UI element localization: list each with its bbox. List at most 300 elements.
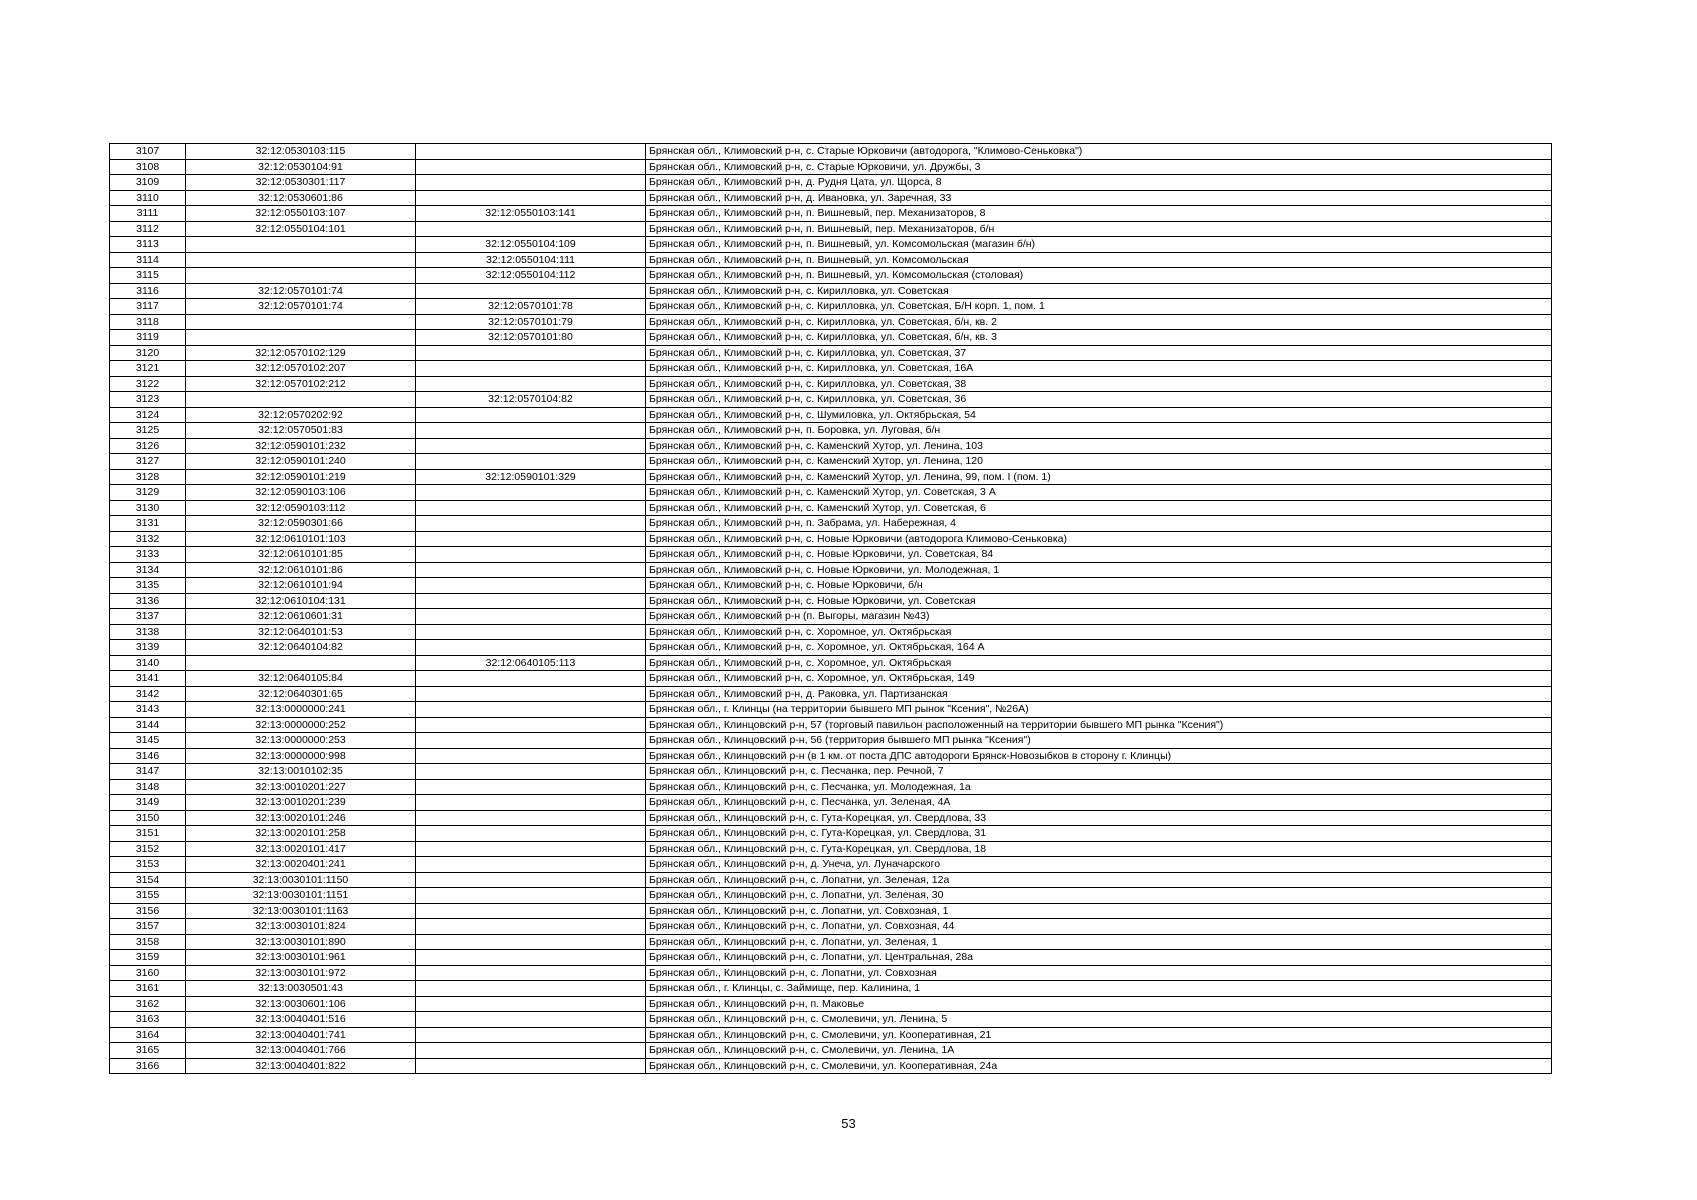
table-row bbox=[110, 593, 1552, 609]
row-number-cell: 3144 bbox=[110, 717, 186, 733]
address-cell: Брянская обл., Клинцовский р-н, с. Лопатни, ул. Центральная, 28а bbox=[646, 950, 1552, 966]
linked-cadastral-number-cell bbox=[416, 950, 646, 966]
table-row bbox=[110, 1043, 1552, 1059]
address-cell: Брянская обл., Климовский р-н, д. Ивановка, ул. Заречная, 33 bbox=[646, 190, 1552, 206]
linked-cadastral-number-cell bbox=[416, 702, 646, 718]
row-number-cell: 3140 bbox=[110, 655, 186, 671]
cadastral-number-cell: 32:13:0040401:741 bbox=[186, 1027, 416, 1043]
cadastral-number-cell: 32:13:0030101:1150 bbox=[186, 872, 416, 888]
address-cell: Брянская обл., Климовский р-н, с. Каменский Хутор, ул. Советская, 3 А bbox=[646, 485, 1552, 501]
linked-cadastral-number-cell bbox=[416, 562, 646, 578]
address-cell: Брянская обл., Климовский р-н, д. Рудня Цата, ул. Щорса, 8 bbox=[646, 175, 1552, 191]
table-row bbox=[110, 717, 1552, 733]
cadastral-number-cell: 32:12:0530103:115 bbox=[186, 144, 416, 160]
linked-cadastral-number-cell bbox=[416, 686, 646, 702]
table-row bbox=[110, 965, 1552, 981]
row-number-cell: 3156 bbox=[110, 903, 186, 919]
table-row bbox=[110, 888, 1552, 904]
table-row bbox=[110, 206, 1552, 222]
cadastral-number-cell: 32:13:0030601:106 bbox=[186, 996, 416, 1012]
address-cell: Брянская обл., Клинцовский р-н, с. Песчанка, ул. Молодежная, 1а bbox=[646, 779, 1552, 795]
linked-cadastral-number-cell bbox=[416, 190, 646, 206]
cadastral-number-cell: 32:13:0040401:766 bbox=[186, 1043, 416, 1059]
cadastral-number-cell: 32:13:0000000:998 bbox=[186, 748, 416, 764]
row-number-cell: 3163 bbox=[110, 1012, 186, 1028]
linked-cadastral-number-cell bbox=[416, 779, 646, 795]
cadastral-number-cell: 32:13:0040401:822 bbox=[186, 1058, 416, 1074]
table-row bbox=[110, 314, 1552, 330]
address-cell: Брянская обл., Клинцовский р-н, с. Лопатни, ул. Зеленая, 1 bbox=[646, 934, 1552, 950]
row-number-cell: 3148 bbox=[110, 779, 186, 795]
linked-cadastral-number-cell bbox=[416, 609, 646, 625]
table-row bbox=[110, 237, 1552, 253]
address-cell: Брянская обл., Климовский р-н, с. Новые Юрковичи, ул. Советская, 84 bbox=[646, 547, 1552, 563]
linked-cadastral-number-cell bbox=[416, 593, 646, 609]
linked-cadastral-number-cell: 32:12:0550104:112 bbox=[416, 268, 646, 284]
table-row bbox=[110, 1012, 1552, 1028]
table-row bbox=[110, 671, 1552, 687]
linked-cadastral-number-cell bbox=[416, 454, 646, 470]
row-number-cell: 3158 bbox=[110, 934, 186, 950]
cadastral-number-cell: 32:12:0640105:84 bbox=[186, 671, 416, 687]
cadastral-number-cell bbox=[186, 252, 416, 268]
row-number-cell: 3142 bbox=[110, 686, 186, 702]
address-cell: Брянская обл., Клинцовский р-н, с. Смолевичи, ул. Кооперативная, 21 bbox=[646, 1027, 1552, 1043]
table-row bbox=[110, 655, 1552, 671]
row-number-cell: 3136 bbox=[110, 593, 186, 609]
cadastral-number-cell bbox=[186, 655, 416, 671]
cadastral-number-cell: 32:12:0590103:106 bbox=[186, 485, 416, 501]
table-row bbox=[110, 438, 1552, 454]
cadastral-number-cell: 32:12:0570202:92 bbox=[186, 407, 416, 423]
address-cell: Брянская обл., Клинцовский р-н, с. Гута-Корецкая, ул. Свердлова, 18 bbox=[646, 841, 1552, 857]
row-number-cell: 3122 bbox=[110, 376, 186, 392]
cadastral-number-cell: 32:13:0020101:246 bbox=[186, 810, 416, 826]
row-number-cell: 3145 bbox=[110, 733, 186, 749]
linked-cadastral-number-cell bbox=[416, 996, 646, 1012]
cadastral-number-cell: 32:12:0610601:31 bbox=[186, 609, 416, 625]
linked-cadastral-number-cell bbox=[416, 810, 646, 826]
row-number-cell: 3151 bbox=[110, 826, 186, 842]
address-cell: Брянская обл., Клинцовский р-н, с. Гута-Корецкая, ул. Свердлова, 31 bbox=[646, 826, 1552, 842]
table-row bbox=[110, 190, 1552, 206]
table-row bbox=[110, 640, 1552, 656]
linked-cadastral-number-cell bbox=[416, 624, 646, 640]
table-row bbox=[110, 485, 1552, 501]
table-row bbox=[110, 423, 1552, 439]
row-number-cell: 3146 bbox=[110, 748, 186, 764]
linked-cadastral-number-cell bbox=[416, 175, 646, 191]
row-number-cell: 3132 bbox=[110, 531, 186, 547]
address-cell: Брянская обл., Климовский р-н, с. Новые Юрковичи, б/н bbox=[646, 578, 1552, 594]
linked-cadastral-number-cell: 32:12:0570101:78 bbox=[416, 299, 646, 315]
address-cell: Брянская обл., Клинцовский р-н (в 1 км. от поста ДПС автодороги Брянск-Новозыбков в сторону г. Клинцы) bbox=[646, 748, 1552, 764]
linked-cadastral-number-cell bbox=[416, 888, 646, 904]
table-row bbox=[110, 702, 1552, 718]
row-number-cell: 3123 bbox=[110, 392, 186, 408]
table-row bbox=[110, 934, 1552, 950]
cadastral-number-cell: 32:12:0610101:86 bbox=[186, 562, 416, 578]
row-number-cell: 3133 bbox=[110, 547, 186, 563]
row-number-cell: 3157 bbox=[110, 919, 186, 935]
linked-cadastral-number-cell bbox=[416, 376, 646, 392]
table-row bbox=[110, 609, 1552, 625]
address-cell: Брянская обл., Климовский р-н, п. Вишневый, пер. Механизаторов, 8 bbox=[646, 206, 1552, 222]
address-cell: Брянская обл., Клинцовский р-н, с. Песчанка, ул. Зеленая, 4А bbox=[646, 795, 1552, 811]
address-cell: Брянская обл., Климовский р-н, с. Новые Юрковичи (автодорога Климово-Сеньковка) bbox=[646, 531, 1552, 547]
table-row bbox=[110, 624, 1552, 640]
cadastral-number-cell: 32:12:0610101:94 bbox=[186, 578, 416, 594]
address-cell: Брянская обл., Клинцовский р-н, п. Маковье bbox=[646, 996, 1552, 1012]
linked-cadastral-number-cell bbox=[416, 826, 646, 842]
linked-cadastral-number-cell bbox=[416, 345, 646, 361]
cadastral-number-cell: 32:12:0570101:74 bbox=[186, 283, 416, 299]
address-cell: Брянская обл., Клинцовский р-н, с. Лопатни, ул. Совхозная, 1 bbox=[646, 903, 1552, 919]
address-cell: Брянская обл., Климовский р-н, п. Боровка, ул. Луговая, б/н bbox=[646, 423, 1552, 439]
linked-cadastral-number-cell bbox=[416, 717, 646, 733]
address-cell: Брянская обл., Климовский р-н, с. Каменский Хутор, ул. Ленина, 99, пом. I (пом. 1) bbox=[646, 469, 1552, 485]
address-cell: Брянская обл., Климовский р-н, с. Каменский Хутор, ул. Ленина, 120 bbox=[646, 454, 1552, 470]
linked-cadastral-number-cell bbox=[416, 965, 646, 981]
table-row bbox=[110, 857, 1552, 873]
cadastral-number-cell: 32:12:0590103:112 bbox=[186, 500, 416, 516]
linked-cadastral-number-cell bbox=[416, 919, 646, 935]
cadastral-number-cell: 32:13:0020101:258 bbox=[186, 826, 416, 842]
table-row bbox=[110, 919, 1552, 935]
table-row bbox=[110, 221, 1552, 237]
cadastral-number-cell bbox=[186, 268, 416, 284]
cadastral-number-cell: 32:13:0020101:417 bbox=[186, 841, 416, 857]
address-cell: Брянская обл., Клинцовский р-н, с. Смолевичи, ул. Кооперативная, 24а bbox=[646, 1058, 1552, 1074]
row-number-cell: 3116 bbox=[110, 283, 186, 299]
table-row bbox=[110, 407, 1552, 423]
table-row bbox=[110, 903, 1552, 919]
cadastral-number-cell: 32:13:0000000:253 bbox=[186, 733, 416, 749]
table-row bbox=[110, 392, 1552, 408]
linked-cadastral-number-cell bbox=[416, 640, 646, 656]
cadastral-number-cell: 32:12:0530104:91 bbox=[186, 159, 416, 175]
address-cell: Брянская обл., Климовский р-н, д. Раковка, ул. Партизанская bbox=[646, 686, 1552, 702]
table-row bbox=[110, 283, 1552, 299]
linked-cadastral-number-cell bbox=[416, 872, 646, 888]
cadastral-number-cell: 32:13:0030101:961 bbox=[186, 950, 416, 966]
table-row bbox=[110, 500, 1552, 516]
row-number-cell: 3127 bbox=[110, 454, 186, 470]
row-number-cell: 3128 bbox=[110, 469, 186, 485]
linked-cadastral-number-cell bbox=[416, 1058, 646, 1074]
linked-cadastral-number-cell: 32:12:0570104:82 bbox=[416, 392, 646, 408]
cadastral-number-cell: 32:12:0570102:207 bbox=[186, 361, 416, 377]
linked-cadastral-number-cell bbox=[416, 748, 646, 764]
row-number-cell: 3121 bbox=[110, 361, 186, 377]
address-cell: Брянская обл., Климовский р-н, с. Новые Юрковичи, ул. Советская bbox=[646, 593, 1552, 609]
linked-cadastral-number-cell bbox=[416, 934, 646, 950]
cadastral-number-cell: 32:13:0030101:1163 bbox=[186, 903, 416, 919]
linked-cadastral-number-cell bbox=[416, 500, 646, 516]
address-cell: Брянская обл., Климовский р-н, с. Каменский Хутор, ул. Ленина, 103 bbox=[646, 438, 1552, 454]
cadastral-number-cell: 32:13:0030501:43 bbox=[186, 981, 416, 997]
linked-cadastral-number-cell bbox=[416, 423, 646, 439]
address-cell: Брянская обл., Климовский р-н, с. Хоромное, ул. Октябрьская bbox=[646, 655, 1552, 671]
cadastral-number-cell: 32:12:0570102:129 bbox=[186, 345, 416, 361]
row-number-cell: 3129 bbox=[110, 485, 186, 501]
linked-cadastral-number-cell bbox=[416, 795, 646, 811]
address-cell: Брянская обл., Клинцовский р-н, с. Гута-Корецкая, ул. Свердлова, 33 bbox=[646, 810, 1552, 826]
address-cell: Брянская обл., Климовский р-н, с. Хоромное, ул. Октябрьская bbox=[646, 624, 1552, 640]
linked-cadastral-number-cell bbox=[416, 578, 646, 594]
table-row bbox=[110, 268, 1552, 284]
table-row bbox=[110, 144, 1552, 160]
table-row bbox=[110, 981, 1552, 997]
property-table bbox=[109, 143, 1552, 1074]
cadastral-number-cell: 32:13:0000000:241 bbox=[186, 702, 416, 718]
row-number-cell: 3155 bbox=[110, 888, 186, 904]
cadastral-number-cell: 32:12:0640104:82 bbox=[186, 640, 416, 656]
row-number-cell: 3160 bbox=[110, 965, 186, 981]
row-number-cell: 3125 bbox=[110, 423, 186, 439]
address-cell: Брянская обл., Климовский р-н, с. Шумиловка, ул. Октябрьская, 54 bbox=[646, 407, 1552, 423]
table-row bbox=[110, 950, 1552, 966]
table-row bbox=[110, 330, 1552, 346]
address-cell: Брянская обл., Климовский р-н, с. Кирилловка, ул. Советская, 36 bbox=[646, 392, 1552, 408]
row-number-cell: 3137 bbox=[110, 609, 186, 625]
table-row bbox=[110, 779, 1552, 795]
linked-cadastral-number-cell bbox=[416, 671, 646, 687]
address-cell: Брянская обл., Климовский р-н, с. Хоромное, ул. Октябрьская, 164 А bbox=[646, 640, 1552, 656]
cadastral-number-cell: 32:12:0550104:101 bbox=[186, 221, 416, 237]
cadastral-number-cell: 32:12:0610104:131 bbox=[186, 593, 416, 609]
linked-cadastral-number-cell bbox=[416, 981, 646, 997]
cadastral-number-cell: 32:12:0530601:86 bbox=[186, 190, 416, 206]
table-row bbox=[110, 345, 1552, 361]
table-row bbox=[110, 562, 1552, 578]
row-number-cell: 3150 bbox=[110, 810, 186, 826]
row-number-cell: 3138 bbox=[110, 624, 186, 640]
address-cell: Брянская обл., Климовский р-н, п. Вишневый, пер. Механизаторов, б/н bbox=[646, 221, 1552, 237]
cadastral-number-cell: 32:13:0030101:890 bbox=[186, 934, 416, 950]
cadastral-number-cell: 32:12:0590101:232 bbox=[186, 438, 416, 454]
address-cell: Брянская обл., Климовский р-н, с. Старые Юрковичи (автодорога, "Климово-Сеньковка") bbox=[646, 144, 1552, 160]
cadastral-number-cell: 32:13:0030101:972 bbox=[186, 965, 416, 981]
table-row bbox=[110, 516, 1552, 532]
row-number-cell: 3110 bbox=[110, 190, 186, 206]
linked-cadastral-number-cell bbox=[416, 361, 646, 377]
linked-cadastral-number-cell bbox=[416, 531, 646, 547]
address-cell: Брянская обл., Клинцовский р-н, 57 (торговый павильон расположенный на территории бывшего МП рынка "Ксения") bbox=[646, 717, 1552, 733]
linked-cadastral-number-cell bbox=[416, 857, 646, 873]
address-cell: Брянская обл., Климовский р-н, с. Кирилловка, ул. Советская, 37 bbox=[646, 345, 1552, 361]
table-row bbox=[110, 361, 1552, 377]
cadastral-number-cell: 32:13:0010201:227 bbox=[186, 779, 416, 795]
linked-cadastral-number-cell bbox=[416, 841, 646, 857]
table-row bbox=[110, 733, 1552, 749]
cadastral-number-cell: 32:13:0010102:35 bbox=[186, 764, 416, 780]
linked-cadastral-number-cell bbox=[416, 1043, 646, 1059]
row-number-cell: 3112 bbox=[110, 221, 186, 237]
linked-cadastral-number-cell bbox=[416, 1027, 646, 1043]
row-number-cell: 3149 bbox=[110, 795, 186, 811]
address-cell: Брянская обл., Климовский р-н, с. Кирилловка, ул. Советская, б/н, кв. 2 bbox=[646, 314, 1552, 330]
address-cell: Брянская обл., г. Клинцы (на территории бывшего МП рынок "Ксения", №26А) bbox=[646, 702, 1552, 718]
cadastral-number-cell: 32:12:0530301:117 bbox=[186, 175, 416, 191]
table-row bbox=[110, 996, 1552, 1012]
row-number-cell: 3141 bbox=[110, 671, 186, 687]
linked-cadastral-number-cell bbox=[416, 144, 646, 160]
table-row bbox=[110, 686, 1552, 702]
cadastral-number-cell: 32:12:0610101:85 bbox=[186, 547, 416, 563]
table-row bbox=[110, 299, 1552, 315]
row-number-cell: 3134 bbox=[110, 562, 186, 578]
row-number-cell: 3161 bbox=[110, 981, 186, 997]
row-number-cell: 3109 bbox=[110, 175, 186, 191]
property-table-body bbox=[110, 144, 1552, 1074]
linked-cadastral-number-cell: 32:12:0570101:79 bbox=[416, 314, 646, 330]
table-row bbox=[110, 764, 1552, 780]
table-row bbox=[110, 841, 1552, 857]
row-number-cell: 3143 bbox=[110, 702, 186, 718]
table-row bbox=[110, 547, 1552, 563]
table-row bbox=[110, 454, 1552, 470]
table-row bbox=[110, 175, 1552, 191]
cadastral-number-cell: 32:12:0590101:219 bbox=[186, 469, 416, 485]
linked-cadastral-number-cell bbox=[416, 733, 646, 749]
address-cell: Брянская обл., Клинцовский р-н, д. Унеча, ул. Луначарского bbox=[646, 857, 1552, 873]
table-row bbox=[110, 469, 1552, 485]
row-number-cell: 3117 bbox=[110, 299, 186, 315]
linked-cadastral-number-cell bbox=[416, 547, 646, 563]
cadastral-number-cell bbox=[186, 314, 416, 330]
address-cell: Брянская обл., Клинцовский р-н, с. Лопатни, ул. Совхозная bbox=[646, 965, 1552, 981]
row-number-cell: 3108 bbox=[110, 159, 186, 175]
linked-cadastral-number-cell bbox=[416, 764, 646, 780]
table-row bbox=[110, 159, 1552, 175]
address-cell: Брянская обл., Клинцовский р-н, 56 (территория бывшего МП рынка "Ксения") bbox=[646, 733, 1552, 749]
table-row bbox=[110, 252, 1552, 268]
table-row bbox=[110, 748, 1552, 764]
cadastral-number-cell bbox=[186, 237, 416, 253]
row-number-cell: 3124 bbox=[110, 407, 186, 423]
address-cell: Брянская обл., Климовский р-н, п. Вишневый, ул. Комсомольская (столовая) bbox=[646, 268, 1552, 284]
address-cell: Брянская обл., Клинцовский р-н, с. Лопатни, ул. Зеленая, 30 bbox=[646, 888, 1552, 904]
cadastral-number-cell: 32:12:0550103:107 bbox=[186, 206, 416, 222]
linked-cadastral-number-cell bbox=[416, 438, 646, 454]
cadastral-number-cell: 32:13:0030101:824 bbox=[186, 919, 416, 935]
address-cell: Брянская обл., Климовский р-н (п. Выгоры, магазин №43) bbox=[646, 609, 1552, 625]
row-number-cell: 3114 bbox=[110, 252, 186, 268]
table-row bbox=[110, 795, 1552, 811]
address-cell: Брянская обл., Клинцовский р-н, с. Смолевичи, ул. Ленина, 1А bbox=[646, 1043, 1552, 1059]
address-cell: Брянская обл., Климовский р-н, п. Вишневый, ул. Комсомольская bbox=[646, 252, 1552, 268]
address-cell: Брянская обл., Климовский р-н, с. Хоромное, ул. Октябрьская, 149 bbox=[646, 671, 1552, 687]
row-number-cell: 3154 bbox=[110, 872, 186, 888]
linked-cadastral-number-cell bbox=[416, 221, 646, 237]
table-row bbox=[110, 1027, 1552, 1043]
cadastral-number-cell bbox=[186, 330, 416, 346]
address-cell: Брянская обл., Климовский р-н, с. Кирилловка, ул. Советская, Б/Н корп. 1, пом. 1 bbox=[646, 299, 1552, 315]
linked-cadastral-number-cell: 32:12:0640105:113 bbox=[416, 655, 646, 671]
cadastral-number-cell: 32:12:0610101:103 bbox=[186, 531, 416, 547]
address-cell: Брянская обл., Климовский р-н, с. Новые Юрковичи, ул. Молодежная, 1 bbox=[646, 562, 1552, 578]
cadastral-number-cell: 32:12:0590101:240 bbox=[186, 454, 416, 470]
address-cell: Брянская обл., Климовский р-н, п. Забрама, ул. Набережная, 4 bbox=[646, 516, 1552, 532]
linked-cadastral-number-cell: 32:12:0590101:329 bbox=[416, 469, 646, 485]
cadastral-number-cell: 32:13:0000000:252 bbox=[186, 717, 416, 733]
row-number-cell: 3152 bbox=[110, 841, 186, 857]
table-row bbox=[110, 810, 1552, 826]
cadastral-number-cell: 32:12:0640301:65 bbox=[186, 686, 416, 702]
table-row bbox=[110, 1058, 1552, 1074]
address-cell: Брянская обл., Климовский р-н, с. Старые Юрковичи, ул. Дружбы, 3 bbox=[646, 159, 1552, 175]
row-number-cell: 3120 bbox=[110, 345, 186, 361]
row-number-cell: 3165 bbox=[110, 1043, 186, 1059]
address-cell: Брянская обл., г. Клинцы, с. Займище, пер. Калинина, 1 bbox=[646, 981, 1552, 997]
row-number-cell: 3111 bbox=[110, 206, 186, 222]
row-number-cell: 3162 bbox=[110, 996, 186, 1012]
row-number-cell: 3131 bbox=[110, 516, 186, 532]
row-number-cell: 3113 bbox=[110, 237, 186, 253]
address-cell: Брянская обл., Клинцовский р-н, с. Лопатни, ул. Совхозная, 44 bbox=[646, 919, 1552, 935]
row-number-cell: 3118 bbox=[110, 314, 186, 330]
linked-cadastral-number-cell bbox=[416, 159, 646, 175]
cadastral-number-cell: 32:13:0010201:239 bbox=[186, 795, 416, 811]
address-cell: Брянская обл., Климовский р-н, с. Кирилловка, ул. Советская, 16А bbox=[646, 361, 1552, 377]
table-row bbox=[110, 376, 1552, 392]
linked-cadastral-number-cell bbox=[416, 516, 646, 532]
row-number-cell: 3139 bbox=[110, 640, 186, 656]
row-number-cell: 3135 bbox=[110, 578, 186, 594]
linked-cadastral-number-cell bbox=[416, 903, 646, 919]
address-cell: Брянская обл., Климовский р-н, с. Кирилловка, ул. Советская bbox=[646, 283, 1552, 299]
cadastral-number-cell: 32:12:0590301:66 bbox=[186, 516, 416, 532]
row-number-cell: 3107 bbox=[110, 144, 186, 160]
cadastral-number-cell: 32:13:0040401:516 bbox=[186, 1012, 416, 1028]
table-row bbox=[110, 531, 1552, 547]
cadastral-number-cell: 32:13:0020401:241 bbox=[186, 857, 416, 873]
cadastral-number-cell: 32:12:0640101:53 bbox=[186, 624, 416, 640]
cadastral-number-cell: 32:12:0570101:74 bbox=[186, 299, 416, 315]
table-row bbox=[110, 872, 1552, 888]
address-cell: Брянская обл., Климовский р-н, п. Вишневый, ул. Комсомольская (магазин б/н) bbox=[646, 237, 1552, 253]
row-number-cell: 3119 bbox=[110, 330, 186, 346]
cadastral-number-cell: 32:13:0030101:1151 bbox=[186, 888, 416, 904]
row-number-cell: 3115 bbox=[110, 268, 186, 284]
row-number-cell: 3126 bbox=[110, 438, 186, 454]
address-cell: Брянская обл., Климовский р-н, с. Кирилловка, ул. Советская, б/н, кв. 3 bbox=[646, 330, 1552, 346]
address-cell: Брянская обл., Клинцовский р-н, с. Лопатни, ул. Зеленая, 12а bbox=[646, 872, 1552, 888]
linked-cadastral-number-cell bbox=[416, 1012, 646, 1028]
table-row bbox=[110, 826, 1552, 842]
row-number-cell: 3130 bbox=[110, 500, 186, 516]
row-number-cell: 3164 bbox=[110, 1027, 186, 1043]
address-cell: Брянская обл., Климовский р-н, с. Каменский Хутор, ул. Советская, 6 bbox=[646, 500, 1552, 516]
linked-cadastral-number-cell bbox=[416, 283, 646, 299]
row-number-cell: 3153 bbox=[110, 857, 186, 873]
address-cell: Брянская обл., Клинцовский р-н, с. Песчанка, пер. Речной, 7 bbox=[646, 764, 1552, 780]
cadastral-number-cell: 32:12:0570102:212 bbox=[186, 376, 416, 392]
linked-cadastral-number-cell bbox=[416, 407, 646, 423]
cadastral-number-cell bbox=[186, 392, 416, 408]
row-number-cell: 3159 bbox=[110, 950, 186, 966]
linked-cadastral-number-cell bbox=[416, 485, 646, 501]
row-number-cell: 3166 bbox=[110, 1058, 186, 1074]
linked-cadastral-number-cell: 32:12:0550104:109 bbox=[416, 237, 646, 253]
linked-cadastral-number-cell: 32:12:0570101:80 bbox=[416, 330, 646, 346]
table-row bbox=[110, 578, 1552, 594]
address-cell: Брянская обл., Клинцовский р-н, с. Смолевичи, ул. Ленина, 5 bbox=[646, 1012, 1552, 1028]
linked-cadastral-number-cell: 32:12:0550103:141 bbox=[416, 206, 646, 222]
cadastral-number-cell: 32:12:0570501:83 bbox=[186, 423, 416, 439]
page-number: 53 bbox=[841, 1116, 856, 1131]
